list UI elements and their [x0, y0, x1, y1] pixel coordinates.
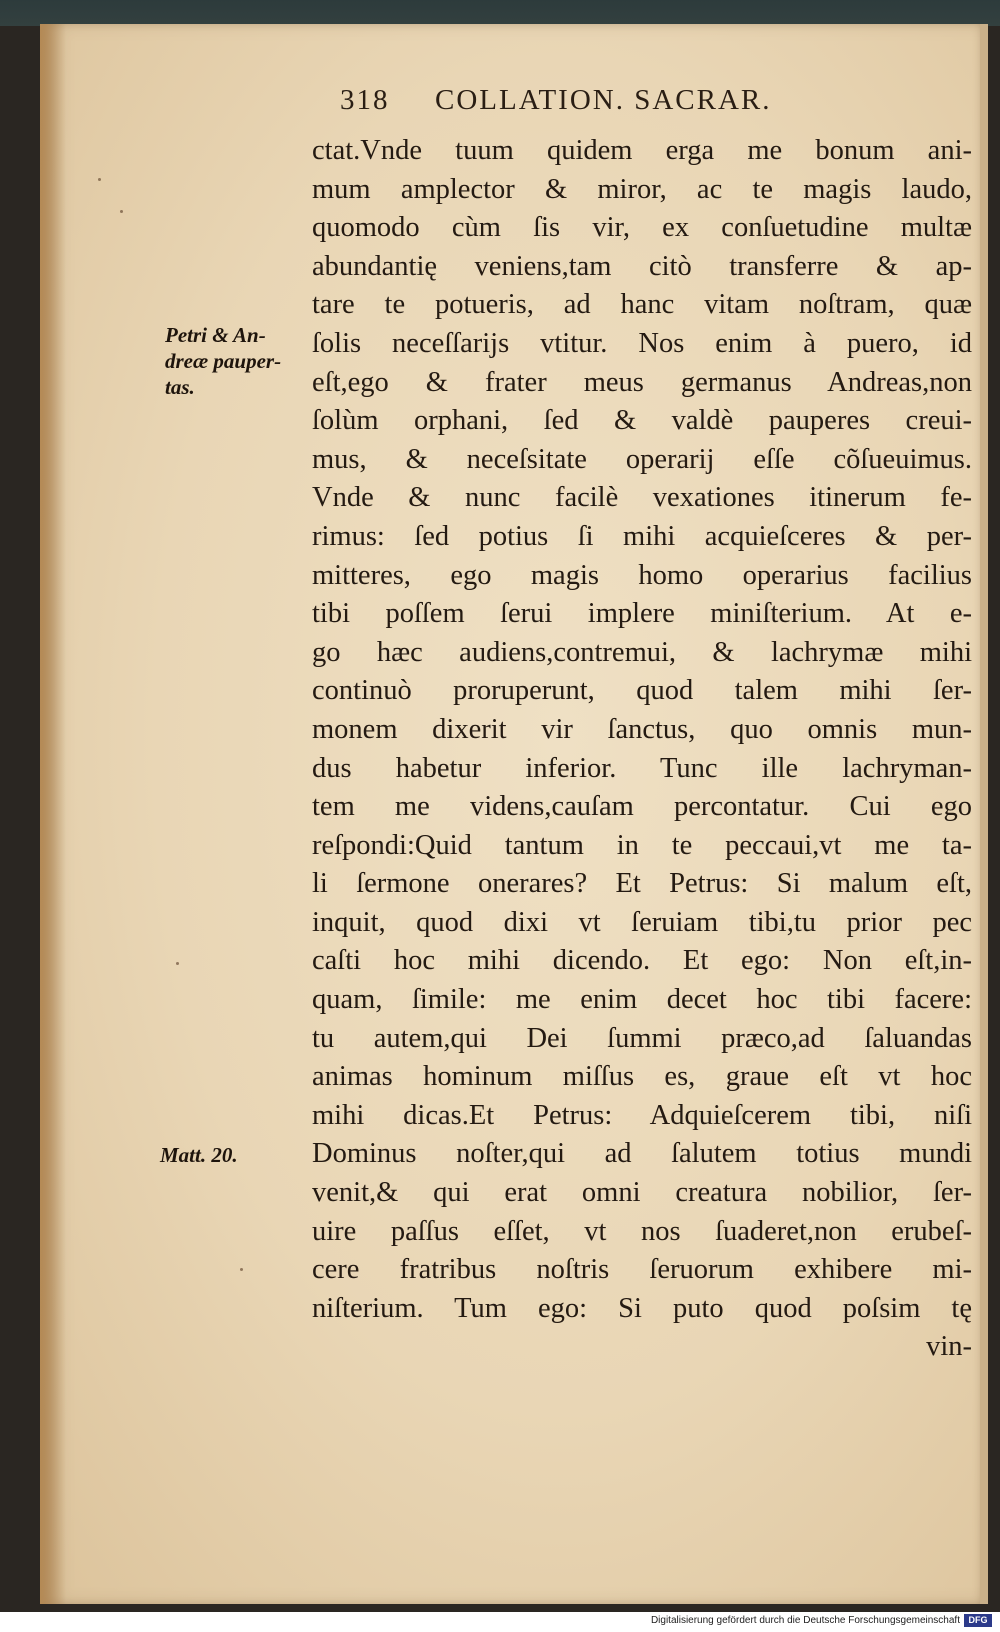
text-line: li ſermone onerares? Et Petrus: Si malum eſt,	[312, 868, 972, 900]
text-line: mitteres, ego magis homo operarius facilius	[312, 559, 972, 591]
text-line: Dominus noſter,qui ad ſalutem totius mundi	[312, 1138, 972, 1170]
paper-speck	[98, 178, 101, 181]
text-line: caſti hoc mihi dicendo. Et ego: Non eſt,in-	[312, 945, 972, 977]
text-line: animas hominum miſſus es, graue eſt vt hoc	[312, 1061, 972, 1093]
text-line: venit,& qui erat omni creatura nobilior, ſer-	[312, 1177, 972, 1209]
running-head	[340, 84, 900, 117]
margin-note-petri	[165, 322, 281, 400]
text-line: mum amplector & miror, ac te magis laudo,	[312, 173, 972, 205]
text-line: abundantię veniens,tam citò transferre & ap-	[312, 250, 972, 282]
margin-note-line: Petri & An-	[165, 323, 266, 347]
text-line: quomodo cùm ſis vir, ex conſuetudine multæ	[312, 212, 972, 244]
text-line: mihi dicas.Et Petrus: Adquieſcerem tibi, niſi	[312, 1099, 972, 1131]
paper-speck	[240, 1268, 243, 1271]
text-line: ſolis neceſſarijs vtitur. Nos enim à puero, id	[312, 327, 972, 359]
text-line: eſt,ego & frater meus germanus Andreas,non	[312, 366, 972, 398]
text-line: niſterium. Tum ego: Si puto quod poſsim tę	[312, 1292, 972, 1324]
page-gutter-shadow	[40, 24, 66, 1604]
text-line: tare te potueris, ad hanc vitam noſtram, quæ	[312, 289, 972, 321]
text-line: ctat.Vnde tuum quidem erga me bonum ani-	[312, 135, 972, 166]
scan-top-border	[0, 0, 1000, 26]
paper-speck	[176, 962, 179, 965]
text-line: cere fratribus noſtris ſeruorum exhibere mi-	[312, 1254, 972, 1286]
text-line: reſpondi:Quid tantum in te peccaui,vt me ta-	[312, 829, 972, 861]
text-line: tibi poſſem ſerui implere miniſterium. At e-	[312, 598, 972, 630]
text-line: quam, ſimile: me enim decet hoc tibi facere:	[312, 984, 972, 1016]
text-line: tu autem,qui Dei ſummi præco,ad ſaluandas	[312, 1022, 972, 1054]
text-line: inquit, quod dixi vt ſeruiam tibi,tu prior pec	[312, 906, 972, 938]
text-line: Vnde & nunc facilè vexationes itinerum fe-	[312, 482, 972, 514]
text-line: uire paſſus eſſet, vt nos ſuaderet,non erubeſ-	[312, 1215, 972, 1247]
margin-note-line: tas.	[165, 375, 195, 399]
text-line: continuò proruperunt, quod talem mihi ſer-	[312, 675, 972, 707]
text-line: mus, & neceſsitate operarij eſſe cõſueuimus.	[312, 443, 972, 475]
page-right-edge	[980, 24, 988, 1604]
margin-note-matt: Matt. 20.	[160, 1143, 238, 1167]
text-line: tem me videns,cauſam percontatur. Cui ego	[312, 791, 972, 823]
body-text	[312, 132, 972, 1367]
text-line: ſolùm orphani, ſed & valdè pauperes creui-	[312, 405, 972, 437]
catchword: vin-	[926, 1331, 972, 1363]
text-line: dus habetur inferior. Tunc ille lachryman-	[312, 752, 972, 784]
text-line: rimus: ſed potius ſi mihi acquieſceres & per-	[312, 520, 972, 552]
page-number: 318	[340, 84, 390, 116]
footer-credit: Digitalisierung gefördert durch die Deutsche Forschungsgemeinschaft	[650, 1615, 960, 1626]
margin-note-line: dreæ pauper-	[165, 349, 282, 373]
text-line: go hæc audiens,contremui, & lachrymæ mihi	[312, 636, 972, 668]
dfg-logo: DFG	[964, 1614, 992, 1627]
running-head-title: COLLATION. SACRAR.	[435, 84, 772, 116]
text-line: monem dixerit vir ſanctus, quo omnis mun-	[312, 713, 972, 745]
paper-speck	[120, 210, 123, 213]
